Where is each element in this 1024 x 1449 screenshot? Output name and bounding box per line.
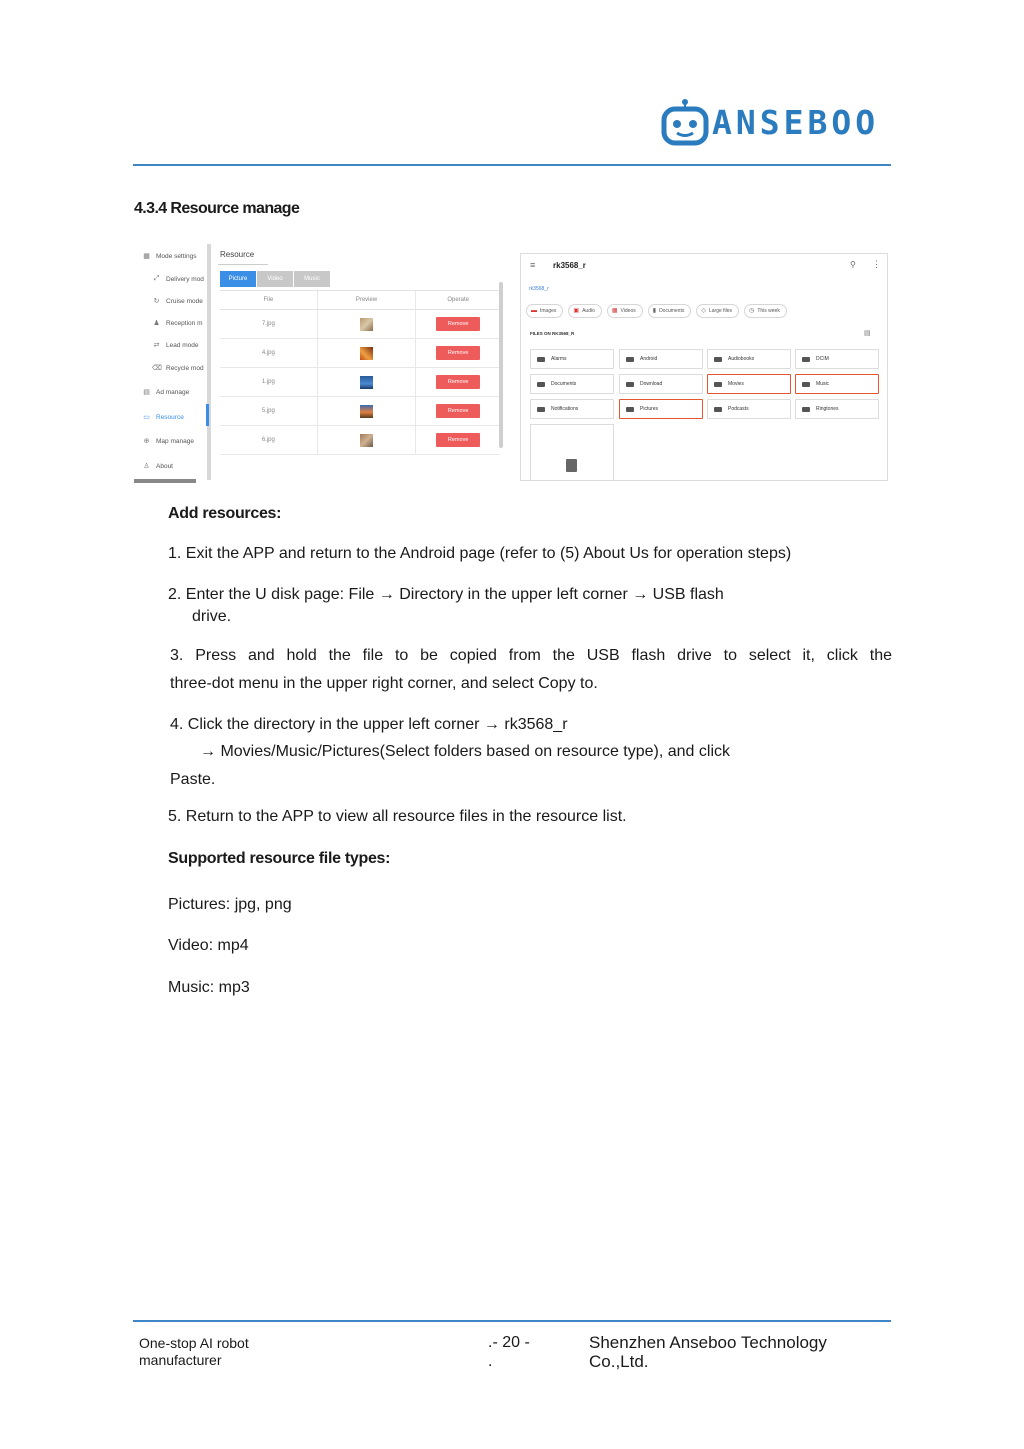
- folder-icon: [714, 407, 722, 412]
- resource-panel: [218, 244, 506, 474]
- preview-thumbnail: [360, 318, 373, 331]
- page-number: [488, 1333, 530, 1371]
- sidebar-bottom-bar: [134, 479, 196, 483]
- folder-icon: [714, 382, 722, 387]
- footer-company: [589, 1333, 827, 1371]
- file-name: 5.jpg: [261, 408, 275, 414]
- file-name: 4.jpg: [261, 350, 275, 356]
- file-name: 7.jpg: [261, 321, 275, 327]
- table-row: [220, 339, 500, 368]
- files-section-label: FILES ON RK3568_R: [530, 331, 575, 336]
- chip-large-files[interactable]: ◇ Large files: [696, 304, 739, 318]
- remove-button[interactable]: Remove: [436, 404, 480, 418]
- step-3-line-1: 3. Press and hold the file to be copied from the USB flash drive to select it, click the: [170, 647, 892, 664]
- toolbar-title: rk3568_r: [553, 261, 586, 270]
- step-2-line-2: drive.: [192, 608, 232, 625]
- folder-icon: [537, 407, 545, 412]
- tab-video[interactable]: Video: [257, 271, 293, 287]
- remove-button[interactable]: Remove: [436, 375, 480, 389]
- folder-movies[interactable]: Movies: [707, 374, 791, 394]
- section-title: 4.3.4 Resource manage: [134, 200, 300, 217]
- folder-alarms[interactable]: Alarms: [530, 349, 614, 369]
- folder-icon: [537, 382, 545, 387]
- chip-images[interactable]: ▬ Images: [526, 304, 563, 318]
- panel-title: Resource: [220, 250, 255, 259]
- recycle-icon: ⌫: [152, 365, 162, 372]
- sidebar-item-mode-settings[interactable]: ▦ Mode settings: [143, 252, 197, 260]
- filter-chips: [526, 304, 787, 318]
- folder-android[interactable]: Android: [619, 349, 703, 369]
- ad-icon: ▤: [143, 389, 150, 396]
- chip-videos[interactable]: ▦ Videos: [607, 304, 643, 318]
- list-view-icon[interactable]: ▤: [864, 330, 871, 337]
- file-manager-screenshot: [520, 253, 888, 481]
- cruise-icon: ↻: [153, 298, 160, 305]
- sidebar-item-cruise[interactable]: ↻ Cruise mode: [153, 297, 203, 305]
- remove-button[interactable]: Remove: [436, 317, 480, 331]
- folder-icon: [802, 357, 810, 362]
- folder-ringtones[interactable]: Ringtones: [795, 399, 879, 419]
- folder-icon: [714, 357, 722, 362]
- resource-icon: ▭: [143, 414, 150, 421]
- folder-download[interactable]: Download: [619, 374, 703, 394]
- breadcrumb[interactable]: rk3568_r: [529, 286, 549, 292]
- folder-icon: [537, 357, 545, 362]
- table-row: [220, 397, 500, 426]
- folder-notifications[interactable]: Notifications: [530, 399, 614, 419]
- sidebar-item-map-manage[interactable]: ⊕ Map manage: [143, 437, 194, 445]
- logo-wordmark: ANSEBOO: [712, 102, 880, 142]
- audio-icon: ▣: [573, 308, 580, 314]
- tab-picture[interactable]: Picture: [220, 271, 256, 287]
- video-icon: ▦: [611, 308, 618, 314]
- preview-thumbnail: [360, 405, 373, 418]
- folder-podcasts[interactable]: Podcasts: [707, 399, 791, 419]
- folder-icon: [802, 407, 810, 412]
- more-options-icon[interactable]: ⋮: [872, 259, 881, 269]
- robot-logo-icon: [660, 97, 710, 147]
- folder-audiobooks[interactable]: Audiobooks: [707, 349, 791, 369]
- resource-tabs: [220, 271, 331, 287]
- table-row: [220, 310, 500, 339]
- remove-button[interactable]: Remove: [436, 433, 480, 447]
- sidebar-item-delivery[interactable]: ⤢ Delivery mod: [153, 275, 204, 283]
- file-name: 1.jpg: [261, 379, 275, 385]
- sidebar-scrollbar[interactable]: [207, 244, 211, 480]
- sidebar-item-ad-manage[interactable]: ▤ Ad manage: [143, 388, 190, 396]
- person-icon: ♙: [143, 463, 150, 470]
- footer-tagline: [139, 1335, 249, 1369]
- file-tile[interactable]: [530, 424, 614, 481]
- sidebar-item-recycle[interactable]: ⌫ Recycle mod: [152, 364, 204, 372]
- page-number-line-1: .- 20 -: [488, 1334, 530, 1351]
- step-5: 5. Return to the APP to view all resource files in the resource list.: [168, 808, 627, 825]
- folder-music[interactable]: Music: [795, 374, 879, 394]
- preview-thumbnail: [360, 347, 373, 360]
- sidebar-item-lead[interactable]: ⇄ Lead mode: [153, 341, 199, 349]
- column-file: File: [220, 291, 318, 309]
- table-header: [220, 290, 500, 310]
- folder-documents[interactable]: Documents: [530, 374, 614, 394]
- preview-thumbnail: [360, 376, 373, 389]
- folder-icon: [626, 382, 634, 387]
- sidebar-active-indicator: [206, 404, 209, 426]
- page-number-line-2: .: [488, 1353, 493, 1370]
- chip-audio[interactable]: ▣ Audio: [568, 304, 601, 318]
- column-operate: Operate: [447, 297, 469, 303]
- type-music: Music: mp3: [168, 979, 250, 996]
- sidebar-item-reception[interactable]: ♟ Reception m: [153, 319, 203, 327]
- footer-tagline-line-1: One-stop AI robot: [139, 1335, 249, 1351]
- remove-button[interactable]: Remove: [436, 346, 480, 360]
- history-icon: ◷: [749, 308, 755, 314]
- document-icon: ▮: [652, 308, 657, 314]
- folder-icon: [802, 382, 810, 387]
- tag-icon: ◇: [701, 308, 706, 314]
- map-icon: ⊕: [143, 438, 150, 445]
- folder-dcim[interactable]: DCIM: [795, 349, 879, 369]
- title-underline: [218, 264, 268, 265]
- supported-types-heading: Supported resource file types:: [168, 850, 391, 867]
- folder-icon: [626, 407, 634, 412]
- chip-documents[interactable]: ▮ Documents: [648, 304, 692, 318]
- image-icon: ▬: [531, 308, 537, 314]
- step-4-line-3: Paste.: [170, 771, 216, 788]
- resource-table: [220, 290, 500, 455]
- folder-icon: [626, 357, 634, 362]
- step-2-line-1: 2. Enter the U disk page: File → Directory in the upper left corner → USB flash: [168, 586, 724, 603]
- sidebar-item-about[interactable]: ♙ About: [143, 462, 173, 470]
- table-row: [220, 368, 500, 397]
- lead-icon: ⇄: [153, 342, 160, 349]
- type-video: Video: mp4: [168, 937, 249, 954]
- preview-thumbnail: [360, 434, 373, 447]
- hamburger-menu-icon[interactable]: ≡: [530, 260, 536, 270]
- table-row: [220, 426, 500, 455]
- step-3-line-2: three-dot menu in the upper right corner, and select Copy to.: [170, 675, 598, 692]
- footer-company-line-2: Co.,Ltd.: [589, 1352, 649, 1371]
- settings-sidebar: [134, 244, 210, 484]
- resource-manager-screenshot: [134, 244, 506, 484]
- file-manager-toolbar: [521, 254, 887, 278]
- step-4-line-2: → Movies/Music/Pictures(Select folders based on resource type), and click: [200, 743, 730, 760]
- company-logo: [660, 96, 890, 148]
- header-divider: [133, 164, 891, 166]
- step-1: 1. Exit the APP and return to the Android page (refer to (5) About Us for operation steps): [168, 545, 792, 562]
- grid-icon: ▦: [143, 253, 150, 260]
- reception-icon: ♟: [153, 320, 160, 327]
- footer-divider: [133, 1320, 891, 1322]
- column-preview: Preview: [318, 291, 417, 309]
- search-icon[interactable]: ⚲: [850, 260, 856, 269]
- add-resources-heading: Add resources:: [168, 505, 282, 522]
- file-name: 6.jpg: [261, 437, 275, 443]
- table-scrollbar[interactable]: [499, 282, 503, 448]
- footer-company-line-1: Shenzhen Anseboo Technology: [589, 1333, 827, 1352]
- footer-tagline-line-2: manufacturer: [139, 1352, 222, 1368]
- chip-this-week[interactable]: ◷ This week: [744, 304, 787, 318]
- tab-music[interactable]: Music: [294, 271, 330, 287]
- step-4-line-1: 4. Click the directory in the upper left corner → rk3568_r: [170, 716, 568, 733]
- folder-pictures[interactable]: Pictures: [619, 399, 703, 419]
- file-icon: [566, 459, 577, 472]
- delivery-icon: ⤢: [153, 275, 160, 282]
- type-pictures: Pictures: jpg, png: [168, 896, 292, 913]
- sidebar-item-resource[interactable]: ▭ Resource: [143, 413, 184, 421]
